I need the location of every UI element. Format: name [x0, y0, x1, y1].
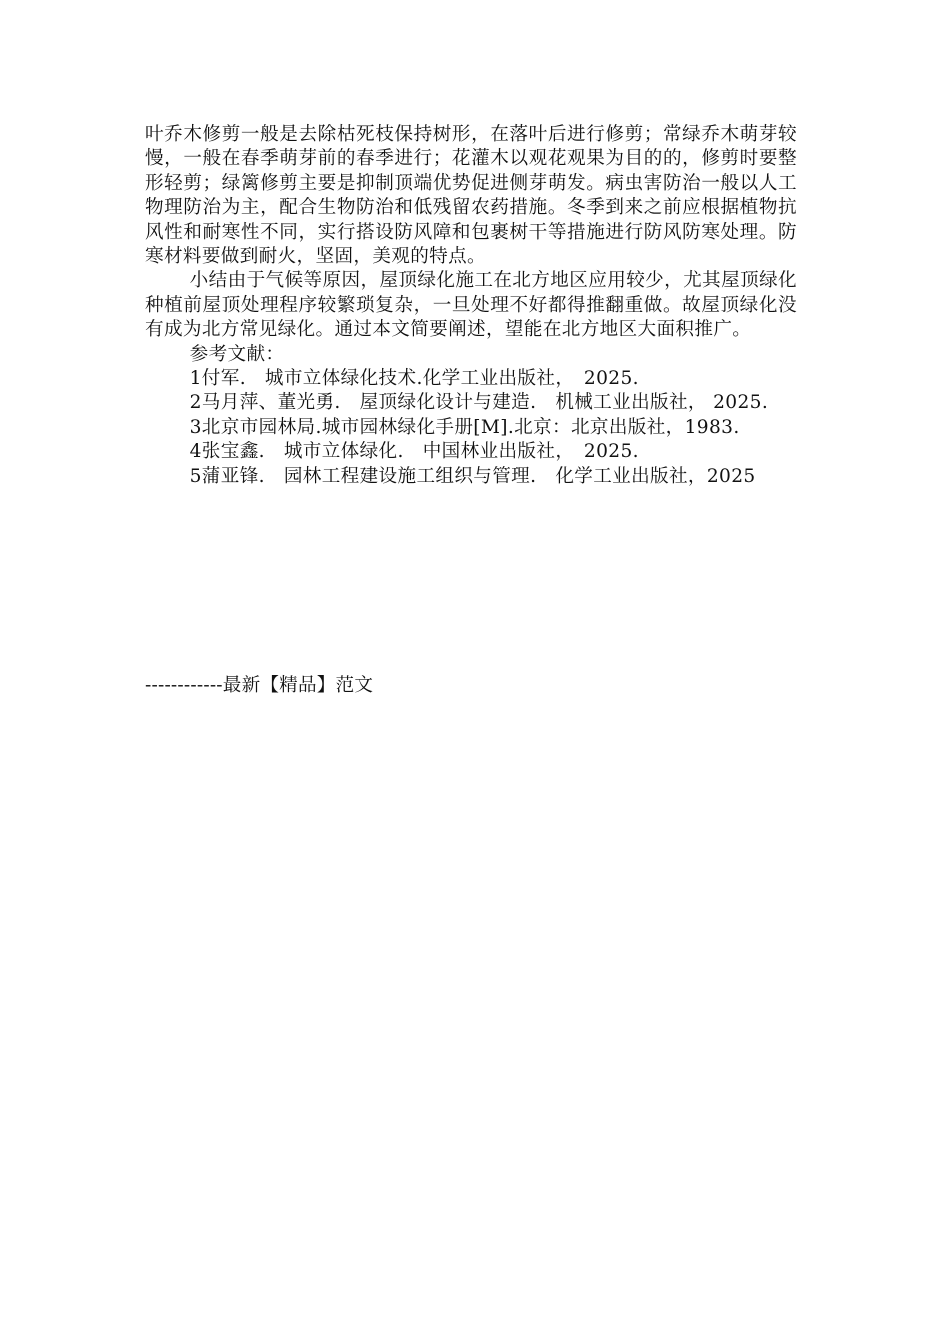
reference-item-4: 4张宝鑫. 城市立体绿化. 中国林业出版社， 2025. [189, 441, 639, 463]
paragraph-maintenance: 叶乔木修剪一般是去除枯死枝保持树形，在落叶后进行修剪；常绿乔木萌芽较慢，一般在春季萌芽前的春季进行；花灌木以观花观果为目的的，修剪时要整形轻剪；绿篱修剪主要是抑制顶端优势促进侧芽萌发。病虫害防治一般以人工物理防治为主，配合生物防治和低残留农药措施。冬季到来之前应根据植物抗风性和耐寒性不同，实行搭设防风障和包裹树干等措施进行防风防寒处理。防寒材料要做到耐火，坚固，美观的特点。 [145, 124, 797, 268]
paragraph-summary: 小结由于气候等原因，屋顶绿化施工在北方地区应用较少，尤其屋顶绿化种植前屋顶处理程序较繁琐复杂，一旦处理不好都得推翻重做。故屋顶绿化没有成为北方常见绿化。通过本文简要阐述，望能在北方地区大面积推广。 [145, 270, 797, 341]
reference-item-1: 1付军. 城市立体绿化技术.化学工业出版社， 2025. [189, 368, 639, 390]
references-heading: 参考文献： [189, 343, 285, 365]
document-body [145, 123, 797, 489]
reference-item-3: 3北京市园林局.城市园林绿化手册[M].北京：北京出版社，1983. [189, 416, 740, 438]
reference-item-2: 2马月萍、董光勇. 屋顶绿化设计与建造. 机械工业出版社， 2025. [189, 392, 769, 414]
footer-tagline: ------------最新【精品】范文 [145, 675, 374, 696]
reference-item-5: 5蒲亚锋. 园林工程建设施工组织与管理. 化学工业出版社，2025 [189, 465, 756, 487]
